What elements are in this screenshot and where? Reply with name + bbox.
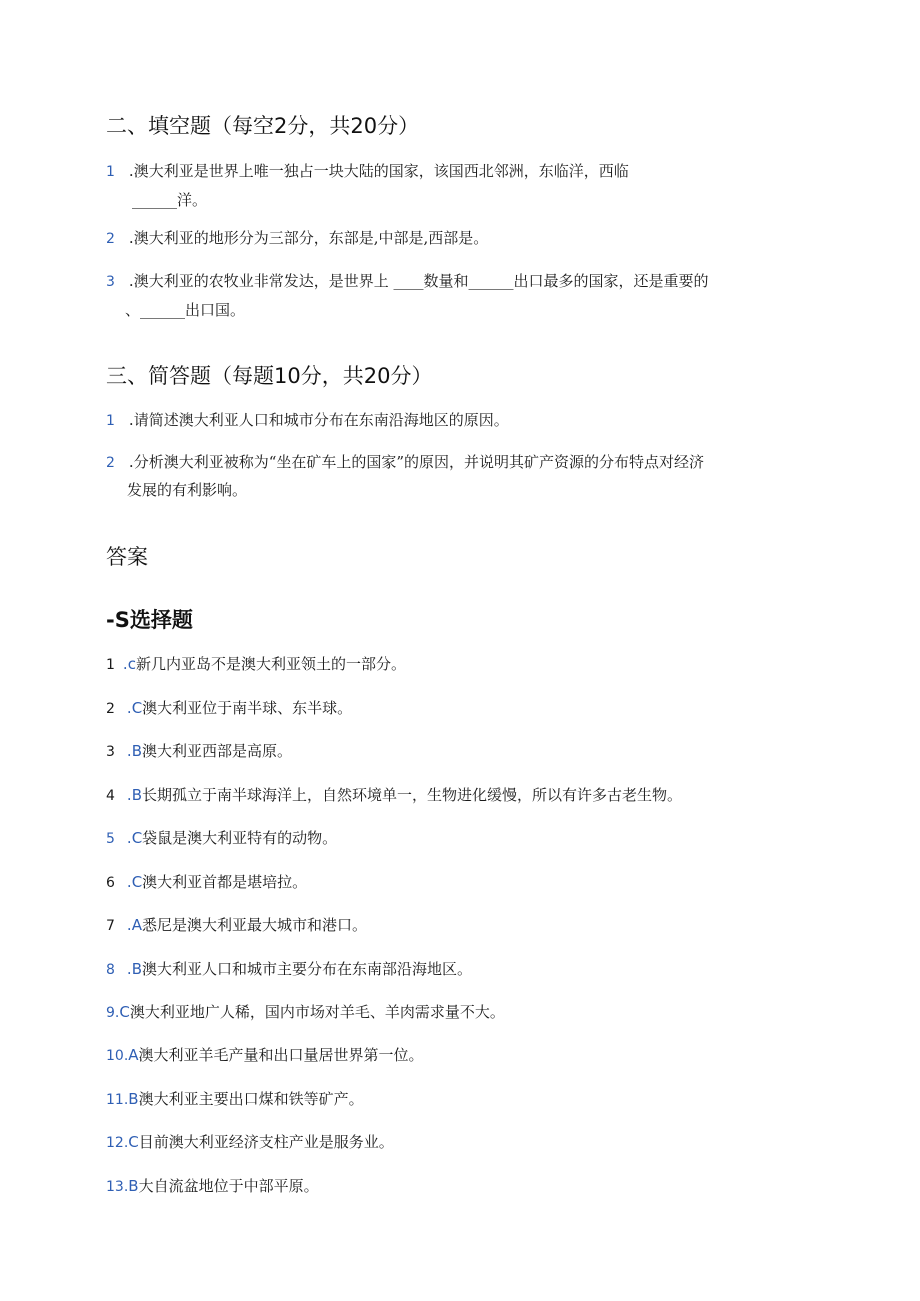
answer-text: 澳大利亚人口和城市主要分布在东南部沿海地区。 bbox=[141, 960, 472, 978]
answer-number: 11. bbox=[106, 1092, 129, 1108]
answer-item bbox=[106, 1176, 319, 1197]
answer-letter: .C bbox=[126, 699, 143, 717]
answer-text: 目前澳大利亚经济支柱产业是服务业。 bbox=[138, 1133, 394, 1151]
answer-letter: B bbox=[128, 1177, 139, 1195]
answer-number: 3 bbox=[106, 744, 115, 760]
answer-number: 4 bbox=[106, 788, 115, 804]
answer-text: 澳大利亚地广人稀，国内市场对羊毛、羊肉需求量不大。 bbox=[129, 1003, 505, 1021]
answer-number: 8 bbox=[106, 962, 115, 978]
answer-item bbox=[106, 872, 307, 893]
s2-q1-text: .澳大利亚是世界上唯一独占一块大陆的国家，该国西北邻洲，东临洋，西临 bbox=[128, 162, 629, 180]
answer-item bbox=[106, 698, 352, 719]
answer-item bbox=[106, 741, 292, 762]
answer-letter: .C bbox=[126, 873, 143, 891]
answer-letter: .c bbox=[122, 655, 136, 673]
answer-number: 13. bbox=[106, 1179, 129, 1195]
answer-text: 长期孤立于南半球海洋上，自然环境单一，生物进化缓慢，所以有许多古老生物。 bbox=[141, 786, 682, 804]
answer-letter: C bbox=[119, 1003, 130, 1021]
answer-text: 澳大利亚首都是堪培拉。 bbox=[142, 873, 308, 891]
answer-number: 10. bbox=[106, 1048, 129, 1064]
answer-text: 悉尼是澳大利亚最大城市和港口。 bbox=[141, 916, 367, 934]
answer-number: 6 bbox=[106, 875, 115, 891]
s2-q3-line1 bbox=[106, 271, 708, 292]
section3-title: 三、简答题（每题10分，共20分） bbox=[106, 364, 433, 388]
s3-q1-num: 1 bbox=[106, 413, 115, 429]
answer-letter: .B bbox=[126, 960, 142, 978]
s3-q2-line2: 发展的有利影响。 bbox=[127, 481, 248, 499]
answer-letter: A bbox=[128, 1046, 139, 1064]
s2-q1-line1 bbox=[106, 161, 629, 182]
s3-q2-text: .分析澳大利亚被称为“坐在矿车上的国家”的原因，并说明其矿产资源的分布特点对经济 bbox=[128, 453, 705, 471]
answer-item bbox=[106, 1002, 505, 1023]
answer-number: 9. bbox=[106, 1005, 120, 1021]
answer-text: 澳大利亚羊毛产量和出口量居世界第一位。 bbox=[138, 1046, 424, 1064]
answer-letter: .C bbox=[126, 829, 143, 847]
s2-q3-text: .澳大利亚的农牧业非常发达，是世界上 ____数量和______出口最多的国家，还是重要的 bbox=[128, 272, 709, 290]
s3-q1-line1 bbox=[106, 410, 509, 431]
answer-item bbox=[106, 1089, 364, 1110]
answer-item bbox=[106, 1045, 424, 1066]
answers-title: 答案 bbox=[106, 545, 148, 569]
s2-q1-num: 1 bbox=[106, 164, 115, 180]
answer-number: 12. bbox=[106, 1135, 129, 1151]
answer-number: 2 bbox=[106, 701, 115, 717]
answers-subtitle-text: -S选择题 bbox=[106, 608, 193, 632]
answer-item bbox=[106, 828, 337, 849]
answer-text: 袋鼠是澳大利亚特有的动物。 bbox=[142, 829, 338, 847]
answer-letter: .B bbox=[126, 786, 142, 804]
answer-text: 澳大利亚位于南半球、东半球。 bbox=[142, 699, 353, 717]
answer-text: 澳大利亚主要出口煤和铁等矿产。 bbox=[138, 1090, 364, 1108]
answer-number: 1 bbox=[106, 657, 115, 673]
answer-number: 5 bbox=[106, 831, 115, 847]
answer-letter: .A bbox=[126, 916, 142, 934]
section2-title: 二、填空题（每空2分，共20分） bbox=[106, 114, 420, 138]
s2-q3-num: 3 bbox=[106, 274, 115, 290]
s3-q1-text: .请简述澳大利亚人口和城市分布在东南沿海地区的原因。 bbox=[128, 411, 509, 429]
answer-item bbox=[106, 915, 367, 936]
answer-number: 7 bbox=[106, 918, 115, 934]
s2-q2-num: 2 bbox=[106, 231, 115, 247]
s2-q2-line1 bbox=[106, 228, 488, 249]
answer-text: 新几内亚岛不是澳大利亚领土的一部分。 bbox=[135, 655, 406, 673]
s3-q2-line1 bbox=[106, 452, 704, 473]
answers-subtitle bbox=[106, 604, 193, 634]
s3-q2-num: 2 bbox=[106, 455, 115, 471]
answer-letter: B bbox=[128, 1090, 139, 1108]
answer-letter: .B bbox=[126, 742, 142, 760]
answer-letter: C bbox=[128, 1133, 139, 1151]
s2-q3-line2: 、______出口国。 bbox=[125, 301, 246, 319]
answer-item bbox=[106, 959, 472, 980]
answer-text: 澳大利亚西部是高原。 bbox=[141, 742, 292, 760]
answer-text: 大自流盆地位于中部平原。 bbox=[138, 1177, 319, 1195]
answer-item bbox=[106, 785, 682, 806]
s2-q1-line2: ______洋。 bbox=[132, 191, 208, 209]
answer-item bbox=[106, 1132, 394, 1153]
answer-item bbox=[106, 654, 406, 675]
s2-q2-text: .澳大利亚的地形分为三部分，东部是,中部是,西部是。 bbox=[128, 229, 489, 247]
